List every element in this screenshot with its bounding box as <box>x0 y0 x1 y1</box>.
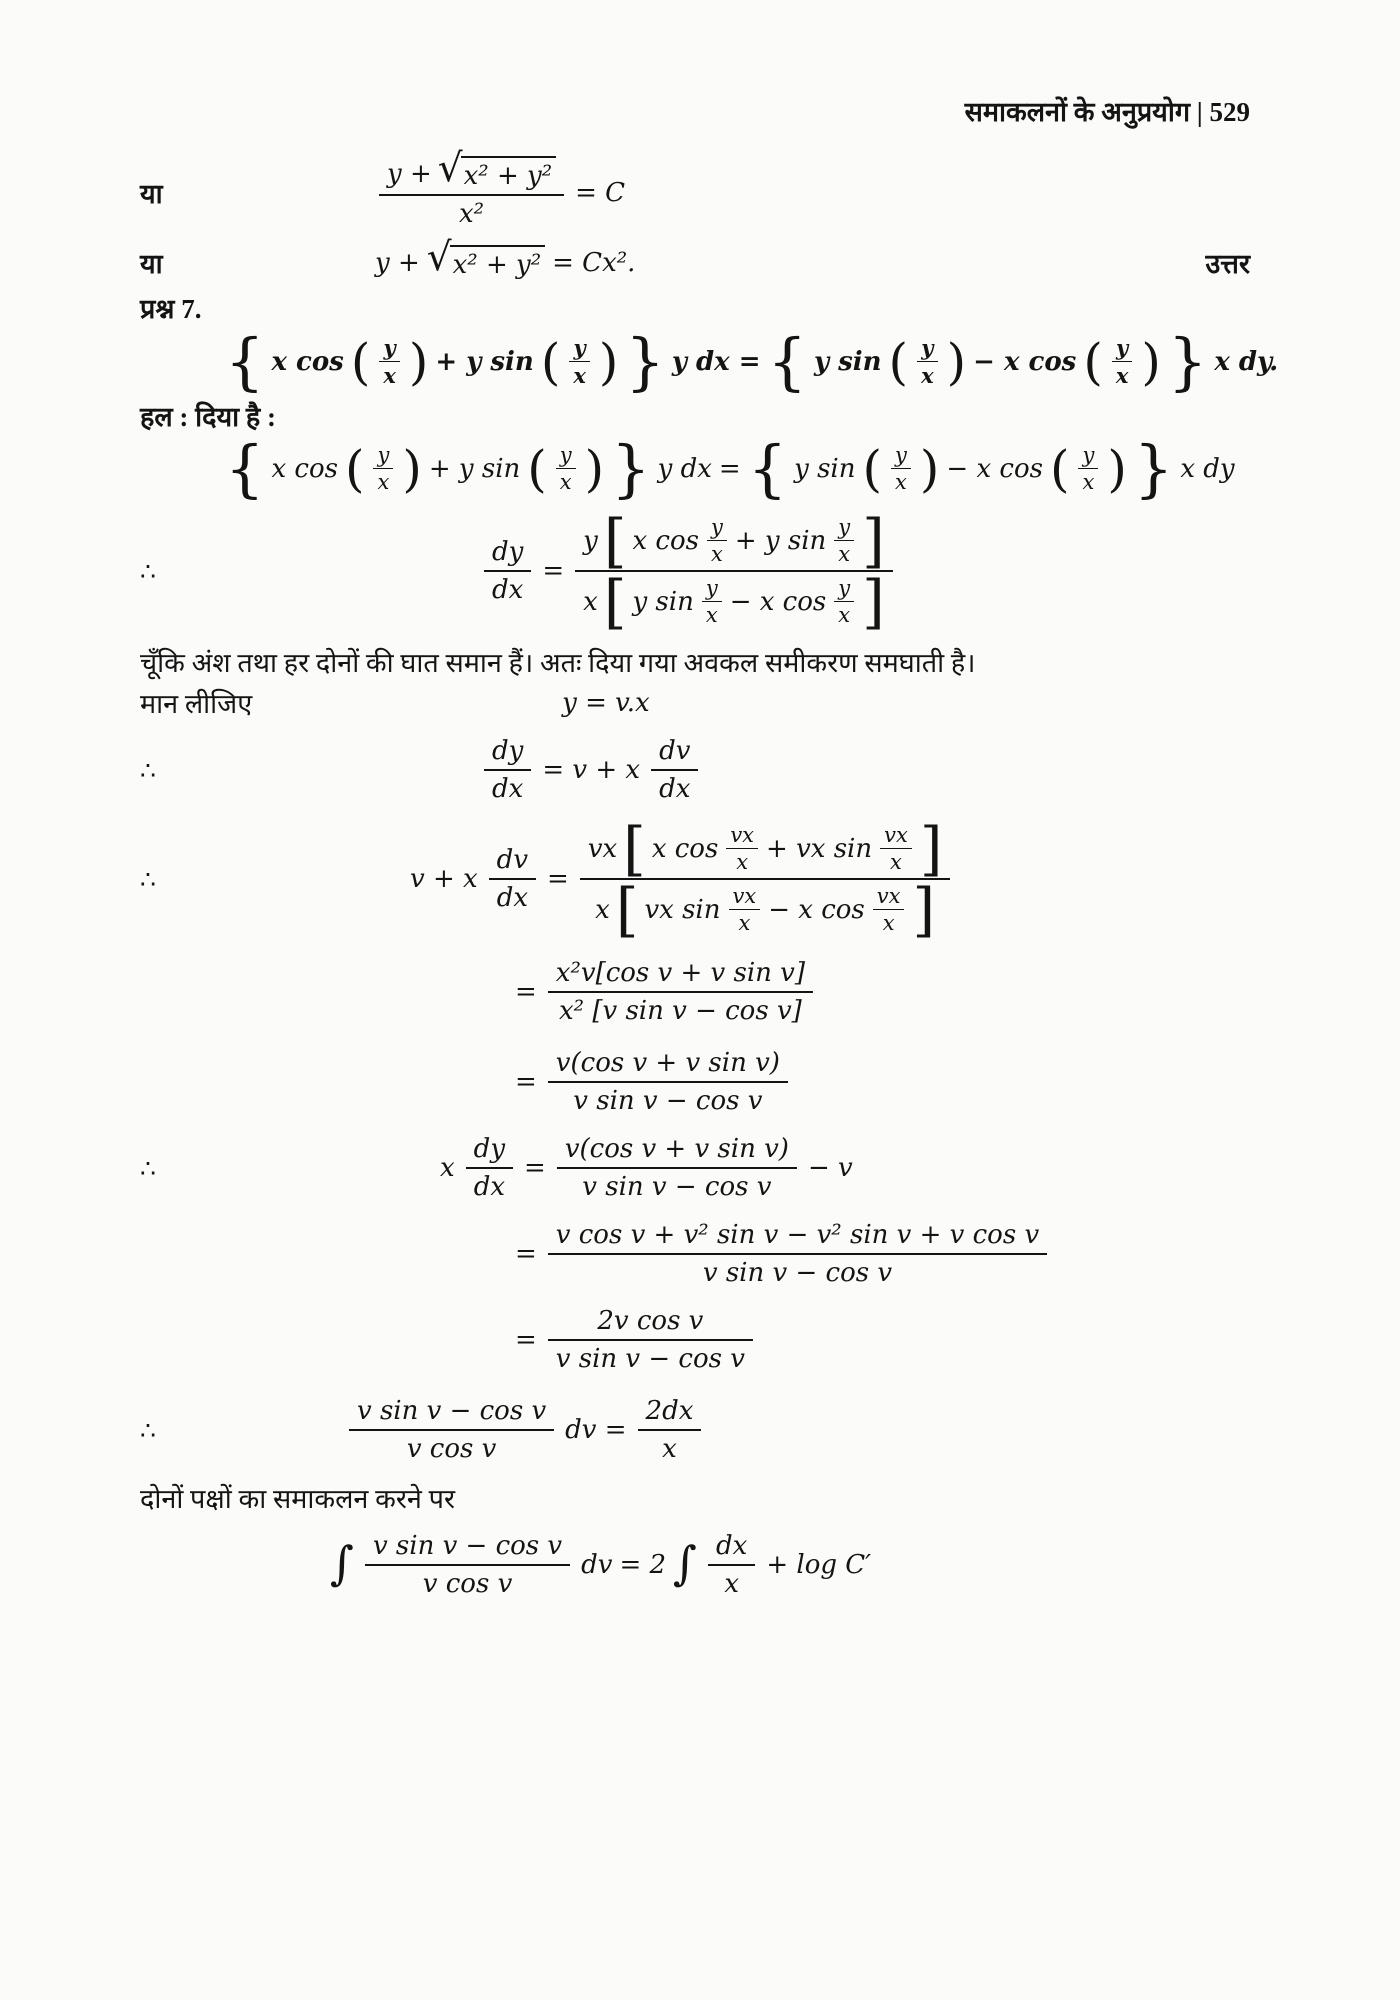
fraction: $\frac{\text{v(cos v + v sin v)}}{\text{v sin v − cos v}}$ <box>548 1045 788 1119</box>
y-over-x: $\frac{y}{x}$ <box>379 334 400 389</box>
question-equation: { x cos ( $\frac{y}{x}$ ) + y sin ( $\frac{y}{x}$ ) } y dx = { y sin ( $\frac{y}{x}$ ) − x cos ( $\frac{y}{x}$ ) } x dy. <box>225 324 1279 398</box>
y-over-x: $\frac{y}{x}$ <box>702 575 722 628</box>
solution-label: हल : दिया है : <box>140 402 276 432</box>
dy-over-dx: $\frac{dy}{dx}$ <box>484 733 531 807</box>
y-over-x: $\frac{y}{x}$ <box>891 442 911 495</box>
therefore-symbol: ∴ <box>140 556 156 586</box>
simplify-4-equation: = $\frac{\text{2v cos v}}{\text{v sin v − cos v}}$ <box>235 1303 757 1377</box>
radical-icon: √ <box>426 235 452 280</box>
therefore-symbol: ∴ <box>140 1415 156 1445</box>
fraction: $\frac{2dx}{x}$ <box>638 1393 702 1467</box>
question-equation-wrap <box>140 324 1279 398</box>
vx-over-x: $\frac{vx}{x}$ <box>873 883 905 936</box>
step-substituted-row <box>140 814 1250 944</box>
given-equation: { x cos ( $\frac{y}{x}$ ) + y sin ( $\frac{y}{x}$ ) } y dx = { y sin ( $\frac{y}{x}$ ) − x cos ( $\frac{y}{x}$ ) } x dy <box>225 431 1235 505</box>
substituted-equation: v + x $\frac{dv}{dx}$ = vx [ x cos $\frac{vx}{x}$ + vx sin $\frac{vx}{x}$ ] x [ vx sin $\frac{vx}{x}$ − x cos $\frac{vx}{x}$ ] <box>235 819 954 939</box>
y-over-x: $\frac{y}{x}$ <box>834 575 854 628</box>
vx-over-x: $\frac{vx}{x}$ <box>729 883 761 936</box>
therefore-symbol: ∴ <box>140 864 156 894</box>
y-over-x: $\frac{y}{x}$ <box>569 334 590 389</box>
equation-row-1 <box>140 146 1250 232</box>
y-over-x: $\frac{y}{x}$ <box>1112 334 1133 389</box>
simplify-2-equation: = $\frac{\text{v(cos v + v sin v)}}{\text{v sin v − cos v}}$ <box>235 1045 792 1119</box>
page-number: 529 <box>1209 97 1250 127</box>
y-over-x: $\frac{y}{x}$ <box>834 514 854 567</box>
equation-row-2 <box>140 235 1250 281</box>
derivative-equation: $\frac{dy}{dx}$ = v + x $\frac{dv}{dx}$ <box>235 733 702 807</box>
step-simplify-1 <box>140 955 1250 1029</box>
fraction: $\frac{\text{v(cos v + v sin v)}}{\text{v sin v − cos v}}$ <box>557 1131 797 1205</box>
therefore-symbol: ∴ <box>140 755 156 785</box>
given-equation-wrap <box>140 431 1250 505</box>
answer-label: उत्तर <box>1205 249 1250 279</box>
equation-2: y + √ x² + y² = Cx². <box>375 235 636 280</box>
header-separator: | <box>1196 97 1203 127</box>
question-number: प्रश्न 7. <box>140 294 202 324</box>
sqrt-radical: √ x² + y² <box>427 245 545 280</box>
vx-over-x: $\frac{vx}{x}$ <box>726 822 758 875</box>
or-label-1: या <box>140 179 163 209</box>
fraction: $\frac{\text{2v cos v}}{\text{v sin v − cos v}}$ <box>548 1303 753 1377</box>
therefore-symbol: ∴ <box>140 1153 156 1183</box>
step-dydx-equation: $\frac{dy}{dx}$ = y [ x cos $\frac{y}{x}$ + y sin $\frac{y}{x}$ ] x [ y sin $\frac{y}{x}$ − x cos $\frac{y}{x}$ ] <box>235 511 897 631</box>
page-header <box>140 92 1250 129</box>
step-dydx-row <box>140 506 1250 636</box>
simplify-1-equation: = $\frac{\text{x²v[cos v + v sin v]}}{\text{x² [v sin v − cos v]}}$ <box>235 955 817 1029</box>
separated-equation: $\frac{\text{v sin v − cos v}}{\text{v cos v}}$ dv = $\frac{2dx}{x}$ <box>235 1393 705 1467</box>
sqrt-radical: √ x² + y² <box>438 156 556 191</box>
integral-equation-wrap <box>140 1528 1250 1602</box>
step-derivative-row <box>140 733 1250 807</box>
radical-icon: √ <box>437 146 463 191</box>
y-over-x: $\frac{y}{x}$ <box>373 442 393 495</box>
dv-over-dx: $\frac{dv}{dx}$ <box>489 842 536 916</box>
substitution-equation: y = v.x <box>562 687 650 718</box>
step-simplify-3 <box>140 1217 1250 1291</box>
dy-over-dx: $\frac{dy}{dx}$ <box>484 534 531 608</box>
fraction: $\frac{\text{v sin v − cos v}}{\text{v cos v}}$ <box>349 1393 554 1467</box>
let-row <box>140 684 1250 721</box>
step-simplify-4 <box>140 1303 1250 1377</box>
big-fraction: vx [ x cos $\frac{vx}{x}$ + vx sin $\frac{vx}{x}$ ] x [ vx sin $\frac{vx}{x}$ − x cos $\frac{vx}{x}$ ] <box>580 819 951 939</box>
equation-1: y + √ x² + y² x² = C <box>235 153 625 232</box>
dy-over-dx: $\frac{dy}{dx}$ <box>466 1131 513 1205</box>
step-simplify-2 <box>140 1045 1250 1119</box>
y-over-x: $\frac{y}{x}$ <box>556 442 576 495</box>
big-fraction: y [ x cos $\frac{y}{x}$ + y sin $\frac{y}{x}$ ] x [ y sin $\frac{y}{x}$ − x cos $\frac{y}{x}$ ] <box>575 511 893 631</box>
integral-equation: ∫ $\frac{\text{v sin v − cos v}}{\text{v cos v}}$ dv = 2 ∫ $\frac{dx}{x}$ + log C′ <box>330 1528 871 1602</box>
simplify-3-equation: = $\frac{\text{v cos v + v² sin v − v² sin v + v cos v}}{\text{v sin v − cos v}}$ <box>235 1217 1051 1291</box>
homogeneous-note: चूँकि अंश तथा हर दोनों की घात समान हैं। अतः दिया गया अवकल समीकरण समघाती है। <box>140 648 976 678</box>
fraction: $\frac{dx}{x}$ <box>708 1528 755 1602</box>
dv-over-dx: $\frac{dv}{dx}$ <box>651 733 698 807</box>
let-label: मान लीजिए <box>140 689 253 719</box>
isolate-equation: x $\frac{dy}{dx}$ = $\frac{\text{v(cos v + v sin v)}}{\text{v sin v − cos v}}$ − v <box>235 1131 853 1205</box>
or-label-2: या <box>140 249 163 279</box>
fraction: y + √ x² + y² x² <box>379 153 564 232</box>
fraction: $\frac{\text{v sin v − cos v}}{\text{v cos v}}$ <box>365 1528 570 1602</box>
y-over-x: $\frac{y}{x}$ <box>707 514 727 567</box>
integrate-note: दोनों पक्षों का समाकलन करने पर <box>140 1484 456 1514</box>
y-over-x: $\frac{y}{x}$ <box>1078 442 1098 495</box>
chapter-title: समाकलनों के अनुप्रयोग <box>964 97 1191 127</box>
fraction: $\frac{\text{x²v[cos v + v sin v]}}{\text{x² [v sin v − cos v]}}$ <box>548 955 813 1029</box>
step-isolate-row <box>140 1131 1250 1205</box>
step-separate-row <box>140 1393 1250 1467</box>
y-over-x: $\frac{y}{x}$ <box>917 334 938 389</box>
vx-over-x: $\frac{vx}{x}$ <box>880 822 912 875</box>
fraction: $\frac{\text{v cos v + v² sin v − v² sin v + v cos v}}{\text{v sin v − cos v}}$ <box>548 1217 1047 1291</box>
